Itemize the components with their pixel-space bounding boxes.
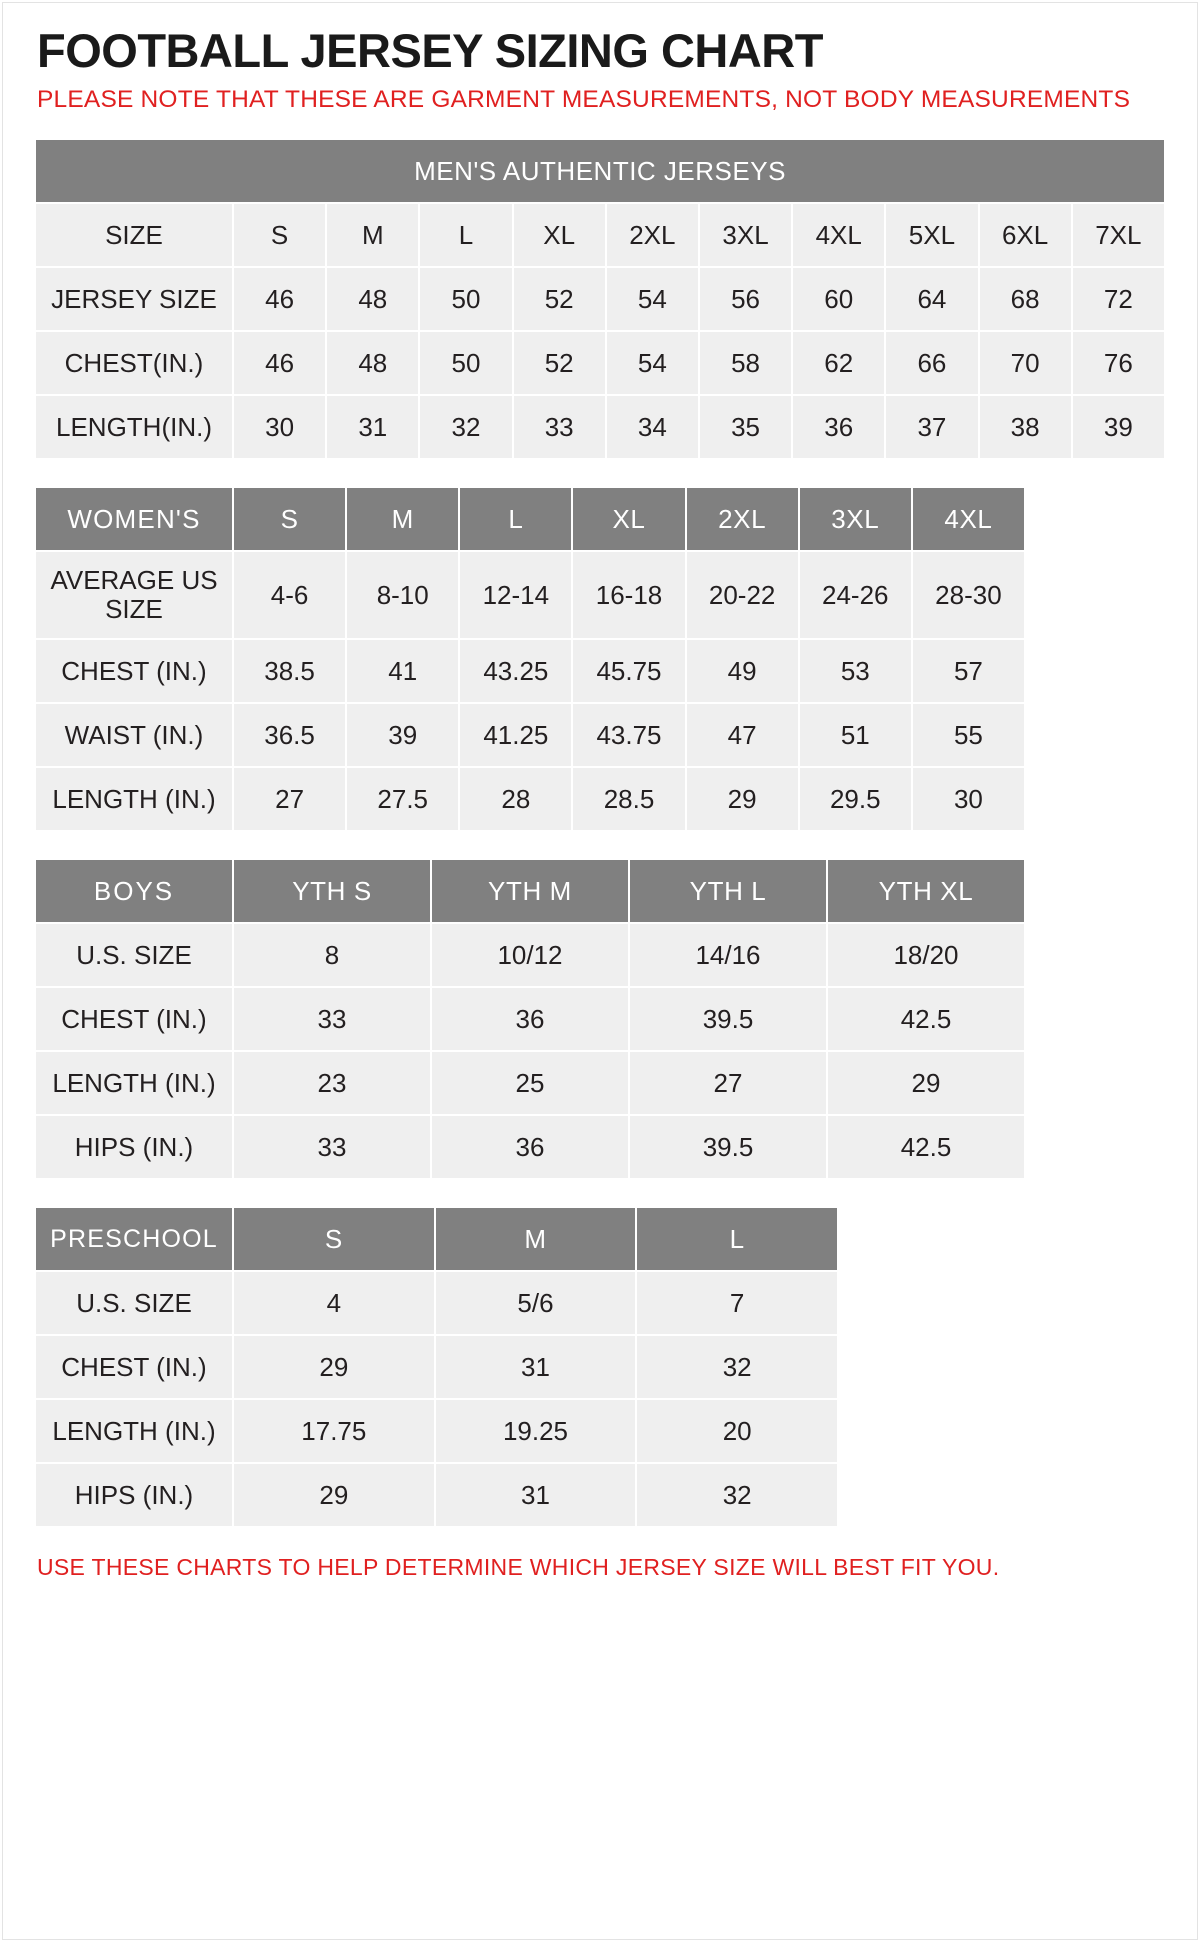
table-row — [35, 923, 1025, 987]
column-header: L — [419, 203, 512, 267]
cell: 27 — [629, 1051, 827, 1115]
cell: 12-14 — [459, 551, 572, 639]
cell: 54 — [606, 267, 699, 331]
cell: 76 — [1072, 331, 1165, 395]
table-row — [35, 767, 1025, 831]
cell: 32 — [636, 1463, 838, 1527]
table-row — [35, 703, 1025, 767]
preschool-jerseys-table — [34, 1206, 839, 1528]
cell: 4-6 — [233, 551, 346, 639]
cell: 33 — [233, 987, 431, 1051]
cell: 51 — [799, 703, 912, 767]
cell: 4 — [233, 1271, 435, 1335]
footer-note: USE THESE CHARTS TO HELP DETERMINE WHICH JERSEY SIZE WILL BEST FIT YOU. — [37, 1554, 1000, 1581]
mens-band-title: MEN'S AUTHENTIC JERSEYS — [35, 139, 1165, 203]
table-row — [35, 331, 1165, 395]
row-label: CHEST (IN.) — [35, 639, 233, 703]
table-row — [35, 395, 1165, 459]
page-title: FOOTBALL JERSEY SIZING CHART — [37, 24, 823, 77]
cell: 31 — [435, 1335, 637, 1399]
cell: 42.5 — [827, 987, 1025, 1051]
cell: 14/16 — [629, 923, 827, 987]
cell: 36.5 — [233, 703, 346, 767]
column-header: XL — [572, 487, 685, 551]
table-row — [35, 1207, 838, 1271]
row-label: CHEST(IN.) — [35, 331, 233, 395]
column-header: S — [233, 487, 346, 551]
cell: 30 — [912, 767, 1025, 831]
cell: 62 — [792, 331, 885, 395]
cell: 27 — [233, 767, 346, 831]
cell: 19.25 — [435, 1399, 637, 1463]
cell: 23 — [233, 1051, 431, 1115]
table-row — [35, 1335, 838, 1399]
column-header: 5XL — [885, 203, 978, 267]
cell: 33 — [233, 1115, 431, 1179]
cell: 43.25 — [459, 639, 572, 703]
row-label: U.S. SIZE — [35, 923, 233, 987]
cell: 56 — [699, 267, 792, 331]
cell: 20 — [636, 1399, 838, 1463]
row-label: LENGTH (IN.) — [35, 1051, 233, 1115]
cell: 31 — [435, 1463, 637, 1527]
column-header: 2XL — [606, 203, 699, 267]
table-row — [35, 639, 1025, 703]
table-row — [35, 1399, 838, 1463]
column-header: YTH M — [431, 859, 629, 923]
cell: 28-30 — [912, 551, 1025, 639]
column-header: 3XL — [799, 487, 912, 551]
table-row — [35, 987, 1025, 1051]
cell: 37 — [885, 395, 978, 459]
cell: 16-18 — [572, 551, 685, 639]
cell: 52 — [513, 267, 606, 331]
column-header: M — [326, 203, 419, 267]
cell: 48 — [326, 267, 419, 331]
cell: 70 — [979, 331, 1072, 395]
column-header: 3XL — [699, 203, 792, 267]
table-row — [35, 203, 1165, 267]
row-label: LENGTH (IN.) — [35, 767, 233, 831]
cell: 32 — [636, 1335, 838, 1399]
cell: 57 — [912, 639, 1025, 703]
cell: 42.5 — [827, 1115, 1025, 1179]
row-label: LENGTH(IN.) — [35, 395, 233, 459]
row-label: HIPS (IN.) — [35, 1463, 233, 1527]
cell: 27.5 — [346, 767, 459, 831]
cell: 43.75 — [572, 703, 685, 767]
cell: 10/12 — [431, 923, 629, 987]
cell: 68 — [979, 267, 1072, 331]
cell: 32 — [419, 395, 512, 459]
cell: 48 — [326, 331, 419, 395]
cell: 20-22 — [686, 551, 799, 639]
cell: 46 — [233, 267, 326, 331]
column-header: S — [233, 203, 326, 267]
column-header: 4XL — [792, 203, 885, 267]
row-label: LENGTH (IN.) — [35, 1399, 233, 1463]
cell: 64 — [885, 267, 978, 331]
boys-jerseys-table — [34, 858, 1026, 1180]
cell: 39 — [346, 703, 459, 767]
column-header: S — [233, 1207, 435, 1271]
column-header: 6XL — [979, 203, 1072, 267]
cell: 8 — [233, 923, 431, 987]
cell: 55 — [912, 703, 1025, 767]
column-header: M — [346, 487, 459, 551]
cell: 47 — [686, 703, 799, 767]
cell: 35 — [699, 395, 792, 459]
column-header: 4XL — [912, 487, 1025, 551]
cell: 50 — [419, 267, 512, 331]
table-row — [35, 859, 1025, 923]
cell: 66 — [885, 331, 978, 395]
table-row — [35, 1271, 838, 1335]
cell: 29.5 — [799, 767, 912, 831]
cell: 36 — [431, 1115, 629, 1179]
cell: 36 — [431, 987, 629, 1051]
cell: 29 — [233, 1335, 435, 1399]
cell: 25 — [431, 1051, 629, 1115]
cell: 39.5 — [629, 1115, 827, 1179]
row-label: WAIST (IN.) — [35, 703, 233, 767]
table-row — [35, 1115, 1025, 1179]
table-row — [35, 267, 1165, 331]
cell: 31 — [326, 395, 419, 459]
cell: 33 — [513, 395, 606, 459]
cell: 45.75 — [572, 639, 685, 703]
column-header: XL — [513, 203, 606, 267]
cell: 24-26 — [799, 551, 912, 639]
row-label: JERSEY SIZE — [35, 267, 233, 331]
column-header: 7XL — [1072, 203, 1165, 267]
cell: 34 — [606, 395, 699, 459]
column-header: L — [459, 487, 572, 551]
cell: 38 — [979, 395, 1072, 459]
column-header: YTH L — [629, 859, 827, 923]
cell: 18/20 — [827, 923, 1025, 987]
column-header: L — [636, 1207, 838, 1271]
cell: 29 — [686, 767, 799, 831]
cell: 58 — [699, 331, 792, 395]
cell: 8-10 — [346, 551, 459, 639]
row-label: CHEST (IN.) — [35, 1335, 233, 1399]
column-header: PRESCHOOL — [35, 1207, 233, 1271]
row-label: CHEST (IN.) — [35, 987, 233, 1051]
cell: 50 — [419, 331, 512, 395]
cell: 17.75 — [233, 1399, 435, 1463]
cell: 29 — [827, 1051, 1025, 1115]
cell: 39.5 — [629, 987, 827, 1051]
womens-jerseys-table — [34, 486, 1026, 832]
row-label: U.S. SIZE — [35, 1271, 233, 1335]
table-row — [35, 487, 1025, 551]
table-row — [35, 1051, 1025, 1115]
column-header: SIZE — [35, 203, 233, 267]
cell: 60 — [792, 267, 885, 331]
cell: 38.5 — [233, 639, 346, 703]
cell: 72 — [1072, 267, 1165, 331]
cell: 41 — [346, 639, 459, 703]
cell: 46 — [233, 331, 326, 395]
column-header: M — [435, 1207, 637, 1271]
cell: 7 — [636, 1271, 838, 1335]
cell: 30 — [233, 395, 326, 459]
cell: 29 — [233, 1463, 435, 1527]
cell: 28.5 — [572, 767, 685, 831]
cell: 49 — [686, 639, 799, 703]
table-row — [35, 139, 1165, 203]
column-header: BOYS — [35, 859, 233, 923]
table-row — [35, 551, 1025, 639]
row-label: HIPS (IN.) — [35, 1115, 233, 1179]
cell: 52 — [513, 331, 606, 395]
cell: 36 — [792, 395, 885, 459]
column-header: WOMEN'S — [35, 487, 233, 551]
mens-authentic-jerseys-table — [34, 138, 1166, 460]
column-header: 2XL — [686, 487, 799, 551]
measurement-note: PLEASE NOTE THAT THESE ARE GARMENT MEASUREMENTS, NOT BODY MEASUREMENTS — [37, 86, 1131, 114]
cell: 53 — [799, 639, 912, 703]
column-header: YTH XL — [827, 859, 1025, 923]
table-row — [35, 1463, 838, 1527]
cell: 39 — [1072, 395, 1165, 459]
row-label: AVERAGE US SIZE — [35, 551, 233, 639]
cell: 28 — [459, 767, 572, 831]
cell: 5/6 — [435, 1271, 637, 1335]
cell: 41.25 — [459, 703, 572, 767]
cell: 54 — [606, 331, 699, 395]
column-header: YTH S — [233, 859, 431, 923]
